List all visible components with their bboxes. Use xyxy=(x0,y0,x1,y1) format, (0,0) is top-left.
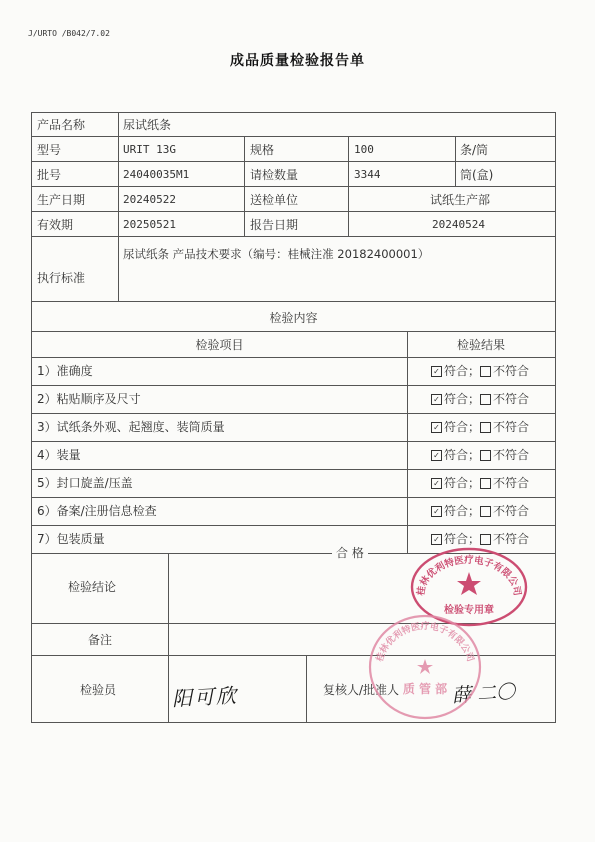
pass-label: 符合； xyxy=(444,476,481,490)
qty-label: 请检数量 xyxy=(250,168,299,182)
inspection-result xyxy=(431,504,529,518)
batch-value: 24040035M1 xyxy=(123,168,190,181)
checked-box-icon: ✓ xyxy=(431,422,442,433)
qty-unit: 筒(盒) xyxy=(460,168,494,182)
model-label: 型号 xyxy=(37,143,62,157)
inspection-section-title: 检验内容 xyxy=(269,311,318,325)
empty-box-icon xyxy=(480,450,491,461)
dept-value: 试纸生产部 xyxy=(430,193,491,207)
empty-box-icon xyxy=(480,422,491,433)
qa-seal-sub: 质 管 部 xyxy=(402,682,448,696)
standard-value: 尿试纸条 产品技术要求（编号：桂械注准 20182400001） xyxy=(123,247,430,261)
checked-box-icon: ✓ xyxy=(431,506,442,517)
empty-box-icon xyxy=(480,534,491,545)
inspector-label: 检验员 xyxy=(80,683,117,697)
checked-box-icon: ✓ xyxy=(431,478,442,489)
inspection-result xyxy=(431,392,529,406)
fail-label: 不符合 xyxy=(493,504,530,518)
inspection-seal-text: 桂林优利特医疗电子有限公司 xyxy=(415,555,523,597)
fail-label: 不符合 xyxy=(493,420,530,434)
inspection-item-label: 3）试纸条外观、起翘度、装筒质量 xyxy=(37,420,225,434)
conclusion-value: 合 格 xyxy=(332,546,368,560)
product-name-label: 产品名称 xyxy=(37,118,86,132)
product-name-value: 尿试纸条 xyxy=(123,118,172,132)
pass-label: 符合； xyxy=(444,532,481,546)
inspection-result xyxy=(431,364,529,378)
svg-text:桂林优利特医疗电子有限公司 xyxy=(373,620,477,663)
inspection-item-label: 5）封口旋盖/压盖 xyxy=(37,476,133,490)
inspection-item-label: 7）包装质量 xyxy=(37,532,105,546)
items-header: 检验项目 xyxy=(195,338,244,352)
expiry-value: 20250521 xyxy=(123,218,176,231)
pass-label: 符合； xyxy=(444,448,481,462)
pass-label: 符合； xyxy=(444,504,481,518)
model-value: URIT 13G xyxy=(123,143,176,156)
empty-box-icon xyxy=(480,366,491,377)
inspector-signature: 阳可欣 xyxy=(171,683,239,711)
results-header: 检验结果 xyxy=(456,338,505,352)
approver-signature: 薛 二〇 xyxy=(451,680,516,708)
approver-label: 复核人/批准人 xyxy=(323,683,400,697)
fail-label: 不符合 xyxy=(493,364,530,378)
inspection-result xyxy=(431,420,529,434)
expiry-label: 有效期 xyxy=(37,218,74,232)
pass-label: 符合； xyxy=(444,392,481,406)
fail-label: 不符合 xyxy=(493,448,530,462)
report-date-value: 20240524 xyxy=(432,218,485,231)
spec-unit: 条/筒 xyxy=(460,143,489,157)
document-code: J/URTO /B042/7.02 xyxy=(28,29,110,38)
empty-box-icon xyxy=(480,394,491,405)
inspection-item-label: 1）准确度 xyxy=(37,364,93,378)
inspection-seal-sub: 检验专用章 xyxy=(444,605,494,616)
batch-label: 批号 xyxy=(37,168,62,182)
spec-value: 100 xyxy=(354,143,374,156)
checked-box-icon: ✓ xyxy=(431,394,442,405)
report-date-label: 报告日期 xyxy=(250,218,299,232)
remarks-label: 备注 xyxy=(88,633,113,647)
empty-box-icon xyxy=(480,506,491,517)
report-table xyxy=(31,112,556,723)
inspection-result xyxy=(431,532,529,546)
checked-box-icon: ✓ xyxy=(431,534,442,545)
fail-label: 不符合 xyxy=(493,392,530,406)
fail-label: 不符合 xyxy=(493,476,530,490)
qty-value: 3344 xyxy=(354,168,381,181)
qa-department-seal xyxy=(367,613,483,721)
page-title: 成品质量检验报告单 xyxy=(230,53,365,69)
checked-box-icon: ✓ xyxy=(431,450,442,461)
prod-date-label: 生产日期 xyxy=(37,193,86,207)
pass-label: 符合； xyxy=(444,364,481,378)
checked-box-icon: ✓ xyxy=(431,366,442,377)
inspection-item-label: 4）装量 xyxy=(37,448,81,462)
standard-label: 执行标准 xyxy=(37,271,86,285)
qa-seal-text: 桂林优利特医疗电子有限公司 xyxy=(375,622,475,664)
inspection-item-label: 2）粘贴顺序及尺寸 xyxy=(37,392,141,406)
empty-box-icon xyxy=(480,478,491,489)
prod-date-value: 20240522 xyxy=(123,193,176,206)
spec-label: 规格 xyxy=(250,143,275,157)
dept-label: 送检单位 xyxy=(250,193,299,207)
conclusion-label: 检验结论 xyxy=(68,580,117,594)
pass-label: 符合； xyxy=(444,420,481,434)
inspection-item-label: 6）备案/注册信息检查 xyxy=(37,504,157,518)
inspection-result xyxy=(431,476,529,490)
inspection-result xyxy=(431,448,529,462)
fail-label: 不符合 xyxy=(493,532,530,546)
